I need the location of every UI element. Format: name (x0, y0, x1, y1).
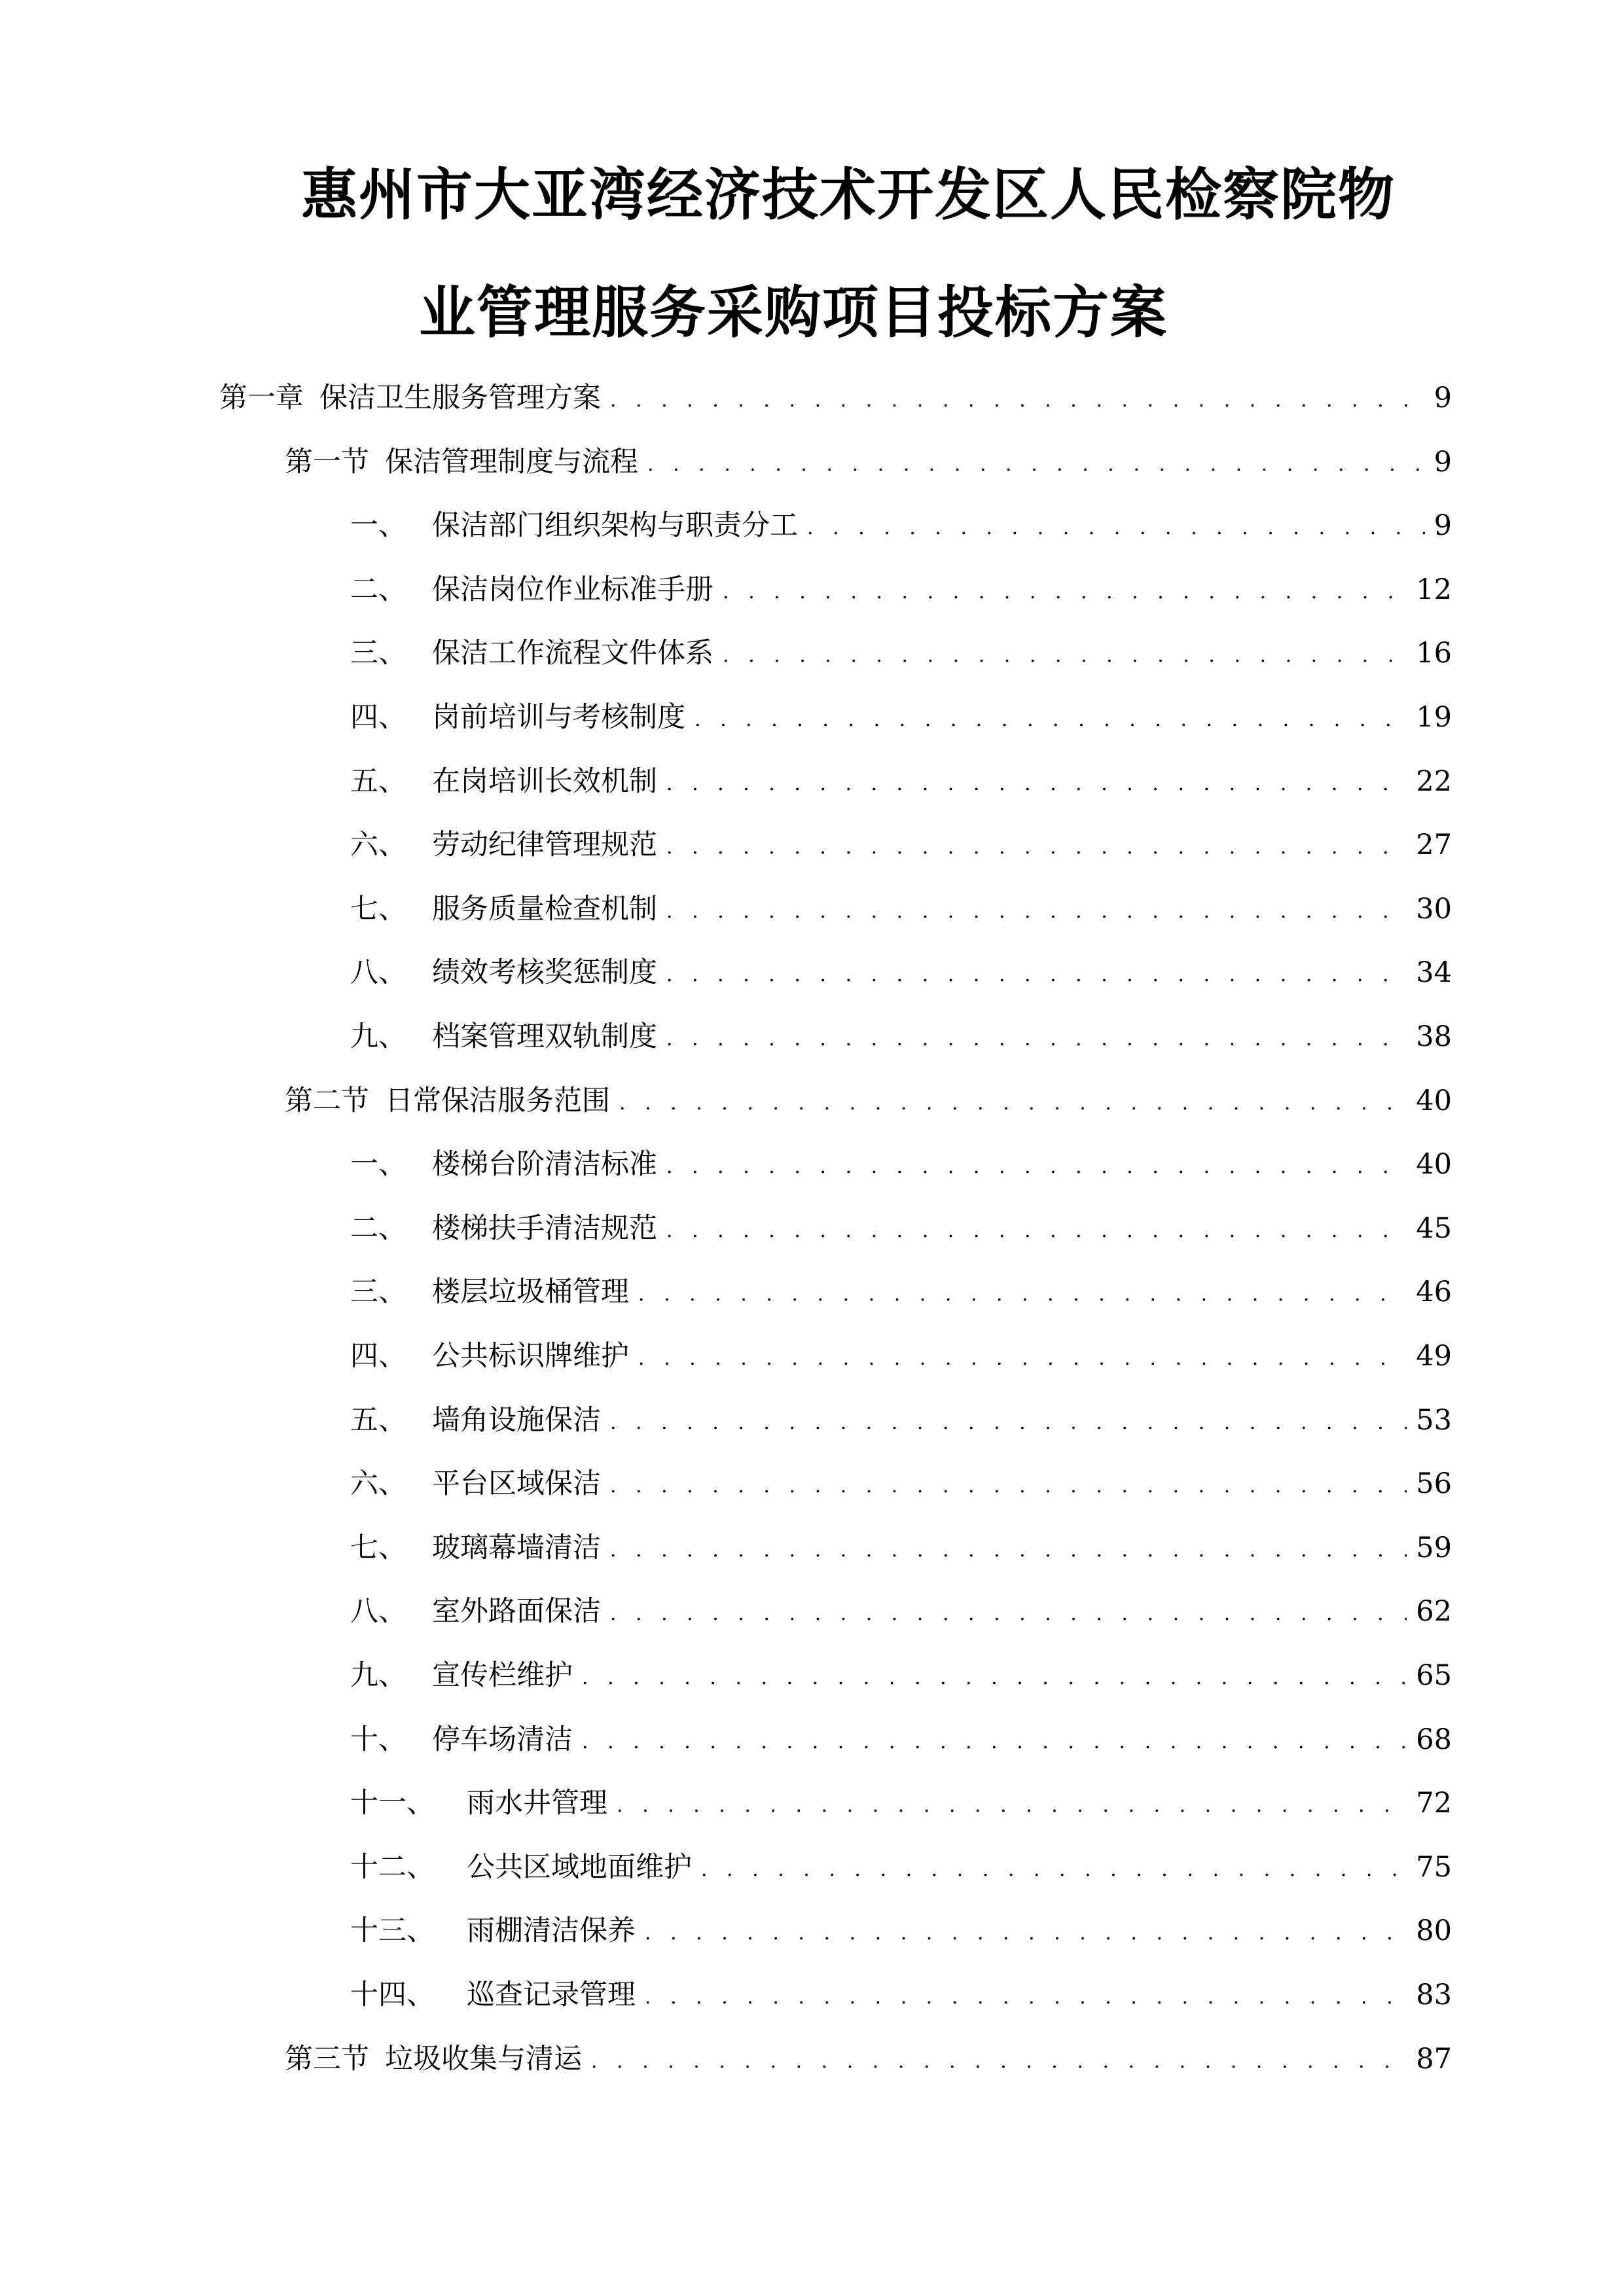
toc-entry-number: 五、 (350, 765, 406, 798)
toc-entry-label: 绩效考核奖惩制度 (432, 956, 657, 989)
toc-dot-leader (610, 1594, 1407, 1634)
toc-entry[interactable] (350, 1848, 1452, 1887)
toc-entry[interactable] (350, 1336, 1452, 1376)
toc-entry[interactable] (350, 953, 1452, 992)
toc-entry-page-number: 80 (1416, 1914, 1452, 1947)
toc-entry-number: 三、 (350, 637, 406, 670)
toc-entry[interactable] (350, 1720, 1452, 1759)
toc-entry-page-number: 56 (1416, 1467, 1452, 1500)
toc-entry-page-number: 65 (1416, 1659, 1452, 1692)
toc-dot-leader (582, 1723, 1407, 1762)
toc-entry-number: 九、 (350, 1020, 406, 1053)
toc-entry-label: 服务质量检查机制 (432, 893, 657, 925)
toc-entry-label: 巡查记录管理 (467, 1979, 636, 2011)
toc-dot-leader (591, 2042, 1407, 2081)
toc-entry-label: 楼梯扶手清洁规范 (432, 1212, 657, 1245)
toc-entry-label: 玻璃幕墙清洁 (432, 1532, 601, 1564)
toc-entry-page-number: 34 (1416, 956, 1452, 989)
toc-entry-label: 日常保洁服务范围 (385, 1085, 610, 1117)
toc-entry-number: 十、 (350, 1723, 406, 1756)
toc-entry[interactable] (350, 1464, 1452, 1503)
toc-entry[interactable] (350, 1209, 1452, 1248)
toc-dot-leader (666, 764, 1407, 804)
toc-entry-number: 八、 (350, 956, 406, 989)
toc-entry-number: 十四、 (350, 1979, 435, 2011)
toc-entry[interactable] (350, 1975, 1452, 2015)
toc-entry-page-number: 16 (1416, 637, 1452, 670)
toc-entry-label: 宣传栏维护 (432, 1659, 573, 1692)
toc-dot-leader (695, 700, 1407, 740)
toc-entry-label: 雨水井管理 (467, 1787, 607, 1820)
toc-entry-number: 一、 (350, 1148, 406, 1181)
toc-entry-page-number: 40 (1416, 1085, 1452, 1117)
toc-entry[interactable] (219, 378, 1452, 418)
toc-entry-page-number: 68 (1416, 1723, 1452, 1756)
toc-entry-page-number: 83 (1416, 1979, 1452, 2011)
toc-entry-page-number: 9 (1434, 446, 1452, 478)
toc-entry-label: 垃圾收集与清运 (385, 2043, 582, 2075)
toc-entry-number: 十二、 (350, 1851, 435, 1884)
toc-dot-leader (619, 1084, 1407, 1123)
toc-dot-leader (610, 1403, 1407, 1443)
toc-dot-leader (666, 828, 1407, 867)
toc-entry-number: 第二节 (285, 1085, 369, 1117)
document-title-line-2: 业管理服务采购项目投标方案 (419, 280, 1168, 346)
toc-entry-page-number: 46 (1416, 1276, 1452, 1308)
toc-entry-label: 在岗培训长效机制 (432, 765, 657, 798)
toc-entry-page-number: 75 (1416, 1851, 1452, 1884)
toc-entry-label: 保洁管理制度与流程 (385, 446, 638, 478)
toc-entry-number: 第一章 (219, 382, 304, 414)
toc-dot-leader (666, 956, 1407, 995)
toc-entry[interactable] (350, 1017, 1452, 1056)
toc-entry[interactable] (285, 442, 1452, 482)
toc-dot-leader (645, 1978, 1407, 2017)
toc-entry-page-number: 62 (1416, 1595, 1452, 1628)
toc-entry-label: 停车场清洁 (432, 1723, 573, 1756)
toc-entry-number: 四、 (350, 701, 406, 734)
toc-entry[interactable] (350, 1911, 1452, 1950)
toc-dot-leader (723, 573, 1407, 612)
toc-entry-label: 公共区域地面维护 (467, 1851, 692, 1884)
toc-entry-page-number: 12 (1416, 573, 1452, 606)
toc-entry[interactable] (350, 1145, 1452, 1184)
toc-dot-leader (610, 1467, 1407, 1506)
toc-entry-number: 六、 (350, 829, 406, 861)
toc-entry-number: 第三节 (285, 2043, 369, 2075)
toc-dot-leader (645, 1914, 1407, 1953)
toc-dot-leader (666, 1147, 1407, 1187)
toc-dot-leader (666, 1020, 1407, 1059)
toc-entry-label: 保洁岗位作业标准手册 (432, 573, 713, 606)
toc-entry[interactable] (350, 570, 1452, 609)
toc-entry[interactable] (350, 634, 1452, 673)
toc-entry[interactable] (350, 1784, 1452, 1823)
toc-entry-label: 保洁工作流程文件体系 (432, 637, 713, 670)
toc-entry-page-number: 87 (1416, 2043, 1452, 2075)
document-title-line-1: 惠州市大亚湾经济技术开发区人民检察院物 (301, 162, 1396, 228)
toc-entry-number: 七、 (350, 893, 406, 925)
toc-entry[interactable] (350, 889, 1452, 929)
toc-entry-label: 楼梯台阶清洁标准 (432, 1148, 657, 1181)
toc-entry-label: 保洁卫生服务管理方案 (319, 382, 601, 414)
toc-entry-label: 劳动纪律管理规范 (432, 829, 657, 861)
toc-entry-label: 档案管理双轨制度 (432, 1020, 657, 1053)
toc-entry[interactable] (350, 762, 1452, 801)
toc-entry[interactable] (350, 1528, 1452, 1568)
toc-entry-label: 保洁部门组织架构与职责分工 (432, 509, 798, 542)
toc-dot-leader (807, 509, 1425, 548)
toc-entry-number: 十一、 (350, 1787, 435, 1820)
toc-dot-leader (617, 1786, 1407, 1825)
toc-entry[interactable] (350, 506, 1452, 545)
toc-entry[interactable] (350, 1656, 1452, 1695)
toc-dot-leader (638, 1339, 1407, 1378)
toc-entry-page-number: 38 (1416, 1020, 1452, 1053)
toc-entry-number: 七、 (350, 1532, 406, 1564)
toc-entry[interactable] (350, 1272, 1452, 1312)
toc-entry-label: 平台区域保洁 (432, 1467, 601, 1500)
toc-dot-leader (723, 636, 1407, 675)
toc-entry-page-number: 9 (1434, 382, 1452, 414)
toc-entry-label: 楼层垃圾桶管理 (432, 1276, 629, 1308)
toc-entry[interactable] (350, 1401, 1452, 1440)
toc-entry-number: 一、 (350, 509, 406, 542)
toc-entry-label: 室外路面保洁 (432, 1595, 601, 1628)
toc-entry-page-number: 19 (1416, 701, 1452, 734)
toc-dot-leader (647, 445, 1425, 484)
toc-entry-number: 第一节 (285, 446, 369, 478)
toc-entry-label: 公共标识牌维护 (432, 1340, 629, 1372)
toc-dot-leader (701, 1850, 1407, 1890)
toc-entry[interactable] (285, 2039, 1452, 2079)
toc-entry-page-number: 9 (1434, 509, 1452, 542)
toc-entry-label: 岗前培训与考核制度 (432, 701, 685, 734)
toc-dot-leader (638, 1275, 1407, 1314)
toc-entry-page-number: 53 (1416, 1404, 1452, 1437)
toc-entry-number: 四、 (350, 1340, 406, 1372)
toc-entry-number: 三、 (350, 1276, 406, 1308)
toc-dot-leader (610, 381, 1425, 420)
toc-entry-page-number: 45 (1416, 1212, 1452, 1245)
toc-entry-number: 二、 (350, 573, 406, 606)
toc-dot-leader (610, 1531, 1407, 1570)
toc-dot-leader (666, 1211, 1407, 1251)
toc-dot-leader (666, 892, 1407, 931)
toc-entry-page-number: 27 (1416, 829, 1452, 861)
toc-entry-page-number: 72 (1416, 1787, 1452, 1820)
toc-entry-page-number: 49 (1416, 1340, 1452, 1372)
toc-entry-number: 九、 (350, 1659, 406, 1692)
toc-entry-page-number: 59 (1416, 1532, 1452, 1564)
toc-entry-number: 二、 (350, 1212, 406, 1245)
toc-entry-number: 十三、 (350, 1914, 435, 1947)
toc-entry[interactable] (285, 1081, 1452, 1121)
toc-dot-leader (582, 1659, 1407, 1698)
toc-entry-label: 雨棚清洁保养 (467, 1914, 636, 1947)
toc-entry-page-number: 30 (1416, 893, 1452, 925)
toc-entry[interactable] (350, 698, 1452, 737)
toc-entry[interactable] (350, 825, 1452, 865)
toc-entry-page-number: 22 (1416, 765, 1452, 798)
toc-entry-number: 八、 (350, 1595, 406, 1628)
toc-entry-number: 五、 (350, 1404, 406, 1437)
toc-entry-label: 墙角设施保洁 (432, 1404, 601, 1437)
toc-entry-page-number: 40 (1416, 1148, 1452, 1181)
toc-entry[interactable] (350, 1592, 1452, 1631)
toc-entry-number: 六、 (350, 1467, 406, 1500)
